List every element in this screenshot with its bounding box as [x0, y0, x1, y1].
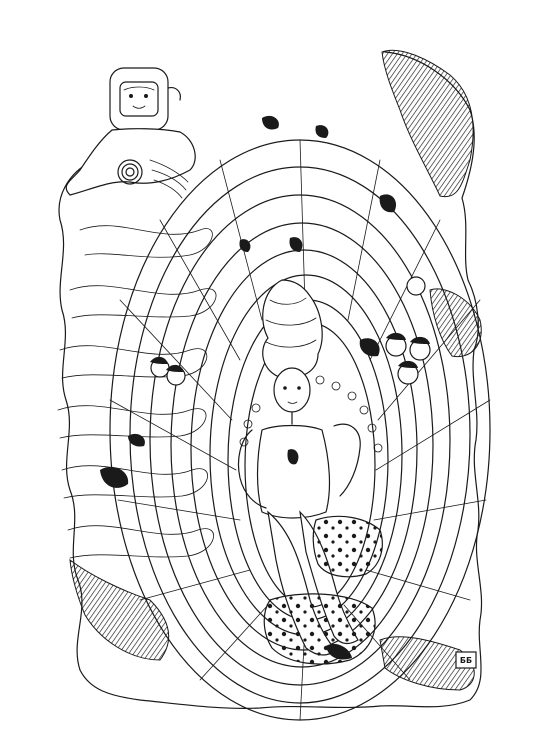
astronaut-eye-left [129, 94, 133, 98]
left-crowd-faces [150, 357, 185, 385]
astronaut-body [66, 129, 195, 195]
astronaut-figure [66, 68, 195, 198]
artist-monogram [456, 652, 476, 668]
crowd-faces [386, 277, 430, 384]
astronaut-eye-right [144, 94, 148, 98]
woman-face [274, 368, 310, 412]
monogram-text: ББ [459, 656, 473, 665]
woman-torso [258, 426, 330, 519]
woman-hair [263, 280, 322, 378]
